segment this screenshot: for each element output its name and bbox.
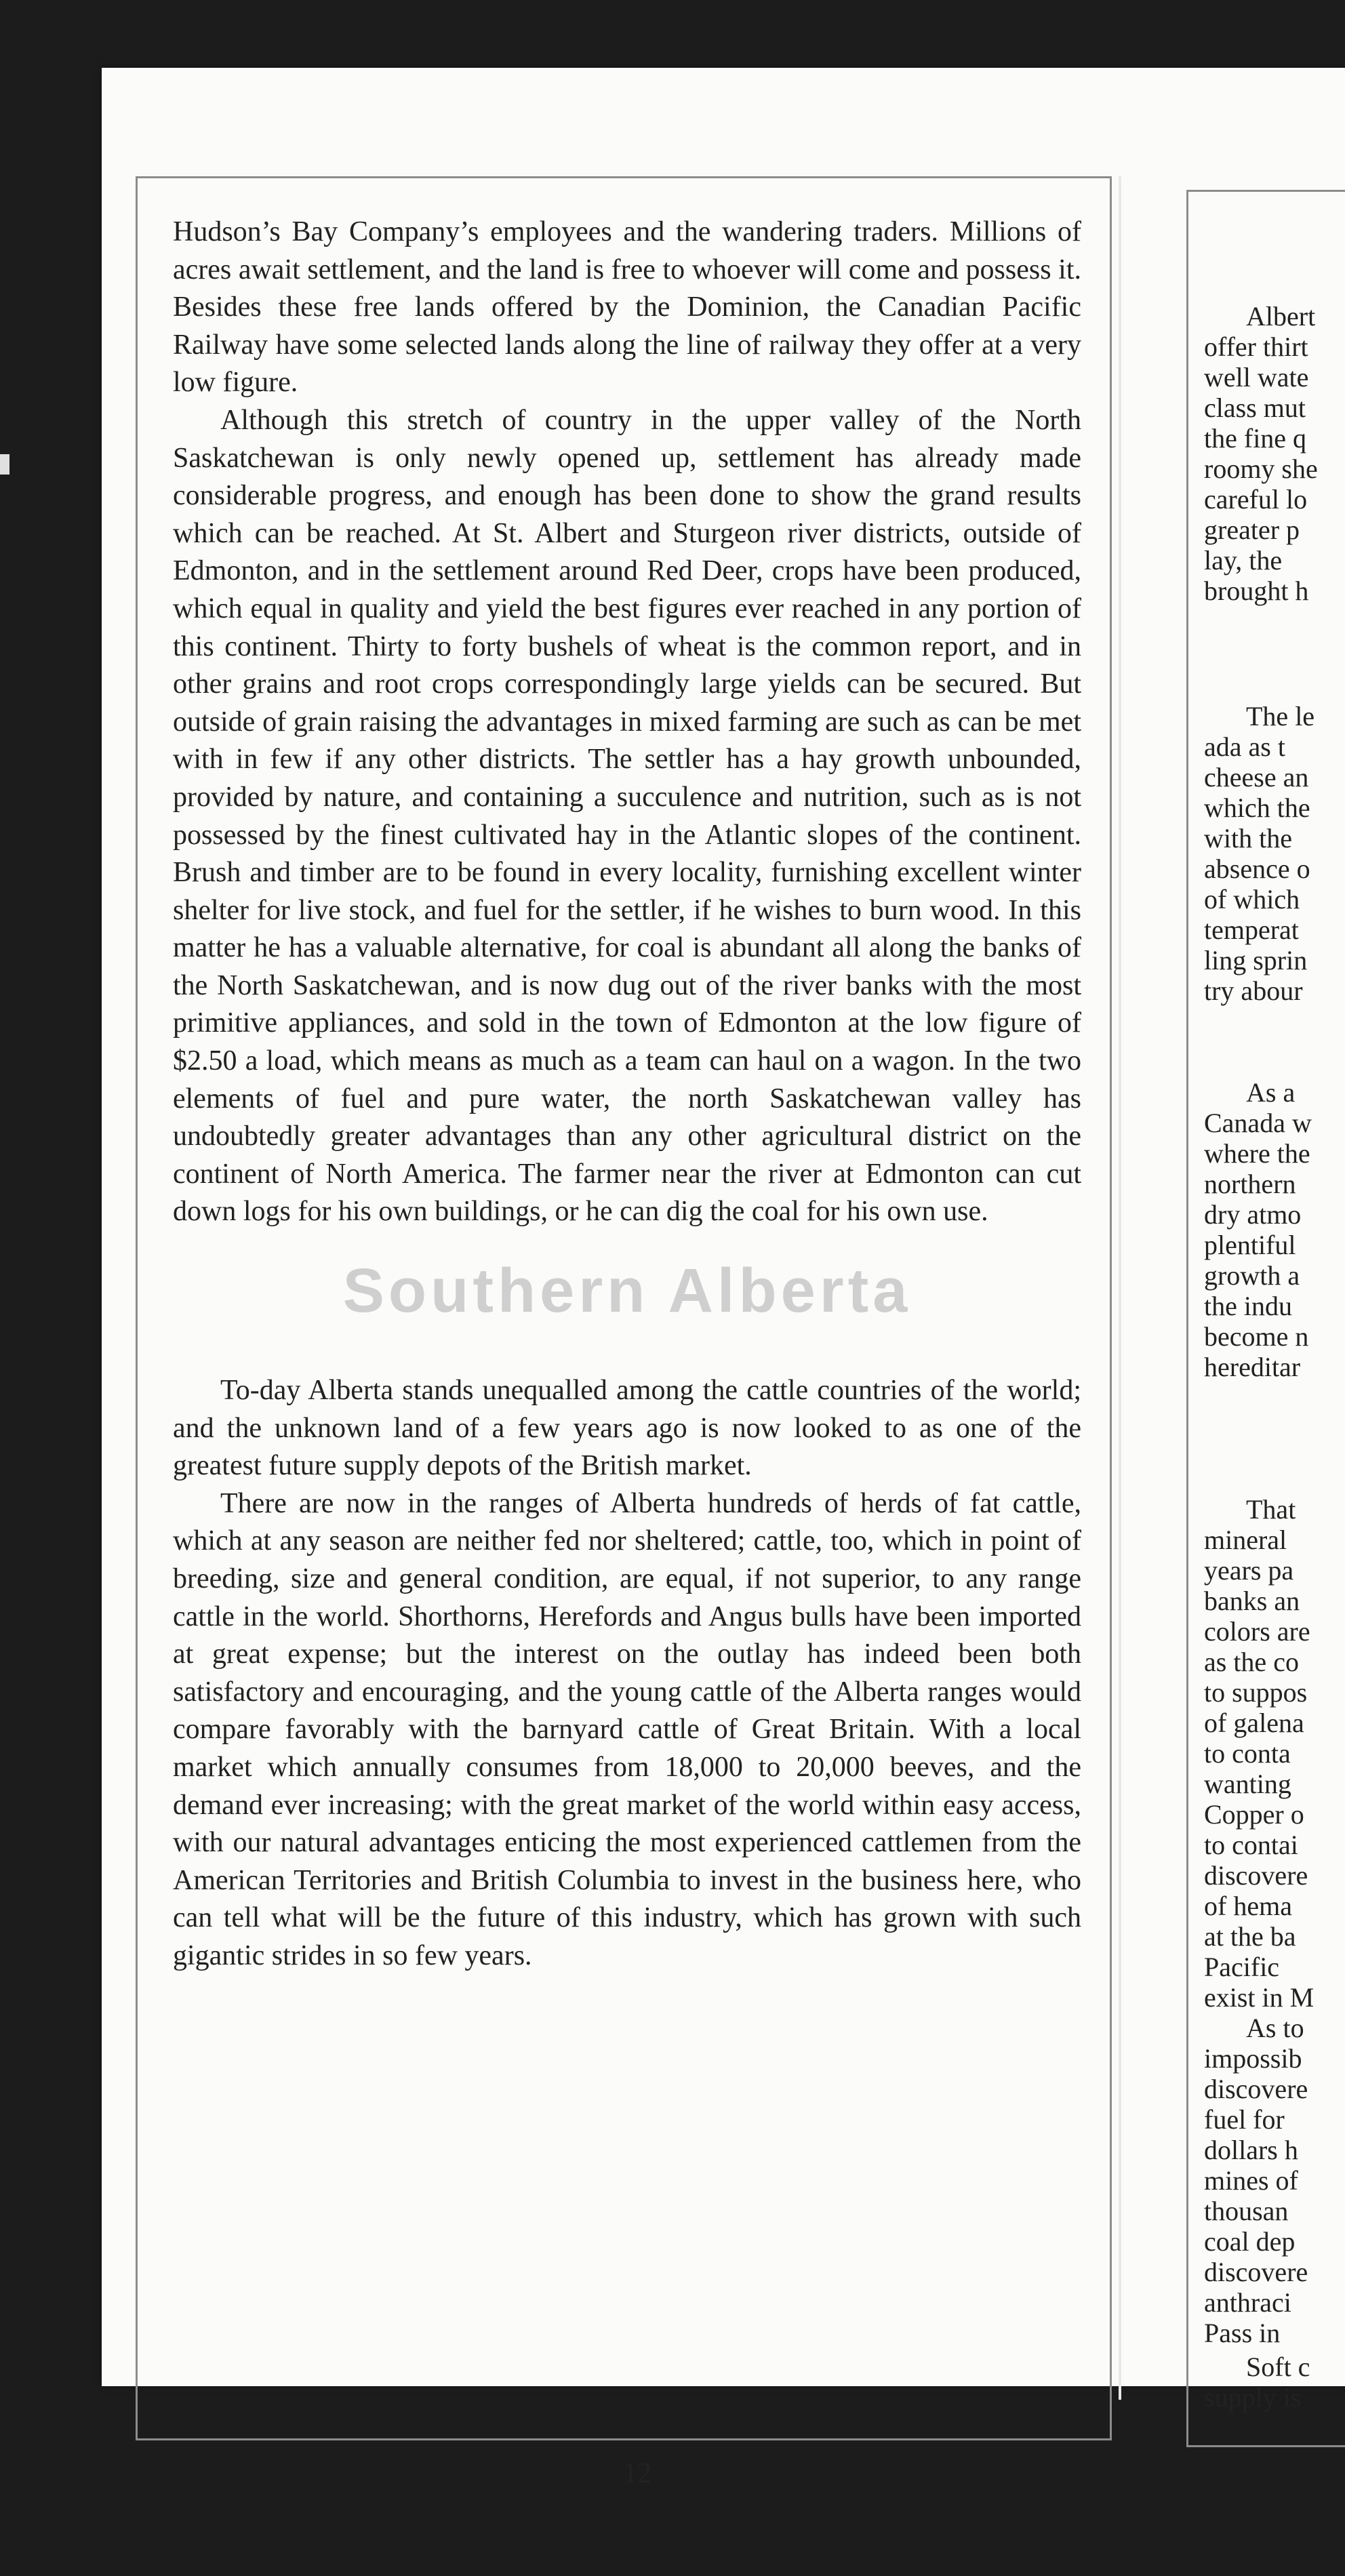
paragraph-4: There are now in the ranges of Alberta hundreds of herds of fat cattle, which at any season are neither fed nor sheltered; cattle, too, which in point of breeding, size and general condition, are equal, if not superior, to any range cattle in the world. Shorthorns, Herefords and Angus bulls have been imported at great expense; but the interest on the outlay has indeed been both satisfactory and encouraging, and the young cattle of the Alberta ranges would compare favorably with the barnyard cattle of Great Britain. With a local market which annually consumes from 18,000 to 20,000 beeves, and the demand ever increasing; with the great market of the world within easy access, with our natural advantages enticing the most experienced cattlemen from the American Territories and British Columbia to invest in the business here, who can tell what will be the future of this industry, which has grown with such gigantic strides in so few years. <box>173 1487 1081 1971</box>
right-page-line: anthraci <box>1204 2287 1291 2318</box>
right-page-line: cheese an <box>1204 762 1309 792</box>
right-page-line: mines of <box>1204 2165 1298 2196</box>
right-page-line: supply is <box>1204 2382 1302 2413</box>
right-page-line: careful lo <box>1204 484 1308 515</box>
right-page-line: absence o <box>1204 853 1310 884</box>
paragraph-1: Hudson’s Bay Company’s employees and the wandering traders. Millions of acres await settlement, and the land is free to whoever will come and possess it. Besides these free lands offered by the Dominion, the Canadian Pacific Railway have some selected lands along the line of railway they offer at a very low figure. <box>173 216 1081 399</box>
right-page-line: thousan <box>1204 2196 1289 2226</box>
right-page-line: exist in M <box>1204 1982 1314 2013</box>
right-page-line: of galena <box>1204 1708 1304 1738</box>
right-page-line: colors are <box>1204 1616 1310 1647</box>
right-page-line: roomy she <box>1204 454 1318 484</box>
right-page-line: fuel for <box>1204 2104 1285 2135</box>
right-page-line: That <box>1246 1494 1296 1525</box>
right-page-line: brought h <box>1204 576 1309 606</box>
right-page-line: to contai <box>1204 1830 1298 1860</box>
right-page-line: Canada w <box>1204 1108 1312 1138</box>
right-page-line: impossib <box>1204 2043 1302 2074</box>
right-page-line: The le <box>1246 701 1315 731</box>
right-page-line: As to <box>1246 2013 1304 2043</box>
right-page-line: years pa <box>1204 1555 1294 1586</box>
right-page-line: to suppos <box>1204 1677 1308 1708</box>
right-page-line: try abour <box>1204 975 1303 1006</box>
right-page-line: lay, the <box>1204 545 1283 576</box>
right-page-line: class mut <box>1204 393 1306 423</box>
right-page-line: at the ba <box>1204 1921 1296 1952</box>
right-page-line: to conta <box>1204 1738 1291 1769</box>
right-page-line: Albert <box>1246 301 1316 331</box>
right-page-line: which the <box>1204 792 1310 823</box>
right-page-line: with the <box>1204 823 1292 853</box>
right-page-line: wanting <box>1204 1769 1291 1799</box>
right-page-line: As a <box>1246 1077 1296 1108</box>
paragraph-2: Although this stretch of country in the upper valley of the North Saskatchewan is only newly opened up, settlement has already made considerable progress, and enough has been done to show the grand results which can be reached. At St. Albert and Sturgeon river districts, outside of Edmonton, and in the settlement around Red Deer, crops have been produced, which equal in quality and yield the best figures ever reached in any portion of this continent. Thirty to forty bushels of wheat is the common report, and in other grains and root crops correspondingly large yields can be secured. But outside of grain raising the advantages in mixed farming are such as can be met with in few if any other districts. The settler has a hay growth unbounded, provided by nature, and containing a succulence and nutrition, such as is not possessed by the finest cultivated hay in the Atlantic slopes of the continent. Brush and timber are to be found in every locality, furnishing excellent winter shelter for live stock, and fuel for the settler, if he wishes to burn wood. In this matter he has a valuable alternative, for coal is abundant all along the banks of the North Saskatchewan, and is now dug out of the river banks with the most primitive appliances, and sold in the town of Edmonton at the low figure of $2.50 a load, which means as much as a team can haul on a wagon. In the two elements of fuel and pure water, the north Saskatchewan valley has undoubtedly greater advantages than any other agricultural district on the continent of North America. The farmer near the river at Edmonton can cut down logs for his own buildings, or he can dig the coal for his own use. <box>173 404 1081 1228</box>
right-page-line: dry atmo <box>1204 1199 1302 1230</box>
right-page-line: become n <box>1204 1321 1309 1352</box>
right-page-line: of hema <box>1204 1891 1292 1921</box>
right-page-line: where the <box>1204 1138 1310 1169</box>
right-page-line: of which <box>1204 884 1300 914</box>
right-page-line: Pass in <box>1204 2318 1281 2348</box>
right-page-line: banks an <box>1204 1586 1300 1616</box>
right-page-line: as the co <box>1204 1647 1299 1677</box>
right-page-line: northern <box>1204 1169 1296 1199</box>
paragraph-3: To-day Alberta stands unequalled among the cattle countries of the world; and the unknown land of a few years ago is now looked to as one of the greatest future supply depots of the British market. <box>173 1375 1081 1482</box>
right-page-line: Pacific <box>1204 1952 1280 1982</box>
right-page-line: hereditar <box>1204 1352 1301 1382</box>
left-edge-mark <box>0 454 9 475</box>
left-page-text <box>173 214 1081 1975</box>
right-page-line: Soft c <box>1246 2352 1310 2382</box>
right-page-line: dollars h <box>1204 2135 1298 2165</box>
right-page-line: the fine q <box>1204 423 1307 454</box>
right-page-line: greater p <box>1204 515 1300 545</box>
right-page-line: discovere <box>1204 2257 1308 2287</box>
right-page-line: discovere <box>1204 1860 1308 1891</box>
section-title: Southern Alberta <box>342 1256 912 1326</box>
right-page-line: Copper o <box>1204 1799 1304 1830</box>
right-page-line: growth a <box>1204 1260 1300 1291</box>
right-page-line: offer thirt <box>1204 331 1308 362</box>
page-number: 12 <box>623 2458 651 2489</box>
right-page-line: mineral <box>1204 1525 1287 1555</box>
page-gutter <box>1119 176 1121 2400</box>
right-page-text <box>1199 0 1345 2508</box>
right-page-line: temperat <box>1204 914 1299 945</box>
right-page-line: ling sprin <box>1204 945 1308 975</box>
right-page-line: well wate <box>1204 362 1309 393</box>
right-page-line: ada as t <box>1204 731 1285 762</box>
right-page-line: coal dep <box>1204 2226 1296 2257</box>
right-page-line: discovere <box>1204 2074 1308 2104</box>
right-page-line: the indu <box>1204 1291 1292 1321</box>
right-page-line: plentiful <box>1204 1230 1296 1260</box>
